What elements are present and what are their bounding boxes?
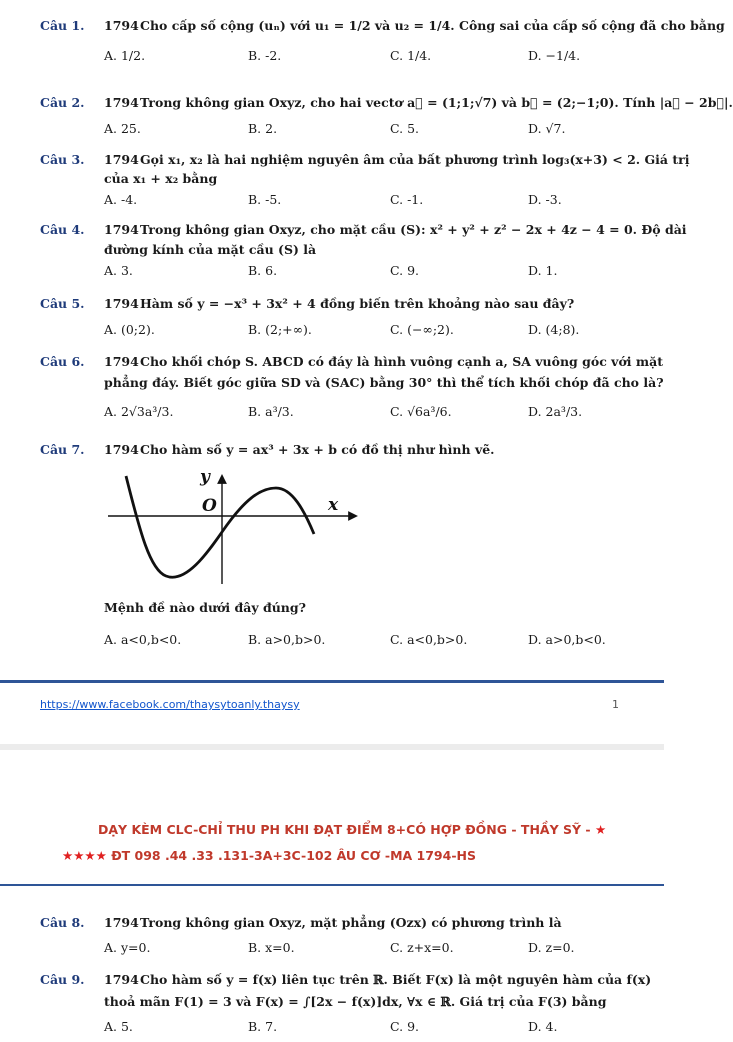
- question-2-option-b: B. 2.: [248, 121, 278, 136]
- question-8-option-a: A. y=0.: [104, 940, 151, 955]
- question-4-option-c: C. 9.: [390, 263, 419, 278]
- question-6-option-a: A. 2√3a³/3.: [104, 404, 174, 419]
- question-9-option-c: C. 9.: [390, 1019, 419, 1034]
- question-5-option-c: C. (−∞;2).: [390, 322, 454, 337]
- question-8-option-d: D. z=0.: [528, 940, 575, 955]
- question-1-option-c: C. 1/4.: [390, 48, 432, 63]
- graph-x-label: x: [328, 495, 339, 515]
- question-2-label: Câu 2.: [40, 95, 85, 110]
- question-3-option-b: B. -5.: [248, 192, 282, 207]
- question-9-option-a: A. 5.: [104, 1019, 133, 1034]
- question-3-text-line-1: Gọi x₁, x₂ là hai nghiệm nguyên âm của bất phương trình log₃(x+3) < 2. Giá trị: [140, 152, 690, 167]
- question-7-option-d: D. a>0,b<0.: [528, 632, 606, 647]
- question-8-code: 1794: [104, 915, 139, 930]
- question-4-option-b: B. 6.: [248, 263, 278, 278]
- question-5-option-a: A. (0;2).: [104, 322, 155, 337]
- graph-curve: [126, 476, 314, 577]
- question-4-option-a: A. 3.: [104, 263, 133, 278]
- question-4-code: 1794: [104, 222, 139, 237]
- question-6-label: Câu 6.: [40, 354, 85, 369]
- question-6-option-b: B. a³/3.: [248, 404, 294, 419]
- question-3-text-line-2: của x₁ + x₂ bằng: [104, 171, 218, 186]
- question-1-option-d: D. −1/4.: [528, 48, 581, 63]
- graph-y-label: y: [200, 467, 210, 487]
- graph-origin-label: O: [202, 496, 217, 516]
- footer-rule: [0, 680, 664, 683]
- question-8-option-b: B. x=0.: [248, 940, 295, 955]
- question-5-option-d: D. (4;8).: [528, 322, 580, 337]
- question-2-option-c: C. 5.: [390, 121, 419, 136]
- question-1-option-b: B. -2.: [248, 48, 282, 63]
- question-3-label: Câu 3.: [40, 152, 85, 167]
- question-6-option-c: C. √6a³/6.: [390, 404, 452, 419]
- tutoring-banner-line-2: [62, 848, 476, 863]
- header-rule: [0, 884, 664, 886]
- question-2-option-d: D. √7.: [528, 121, 566, 136]
- question-4-text-line-2: đường kính của mặt cầu (S) là: [104, 242, 317, 257]
- page-separator: [0, 744, 664, 750]
- question-2-text: Trong không gian Oxyz, cho hai vectơ a⃗ = (1;1;√7) và b⃗ = (2;−1;0). Tính |a⃗ − 2b⃗|.: [140, 95, 733, 110]
- question-8-text: Trong không gian Oxyz, mặt phẳng (Ozx) có phương trình là: [140, 915, 562, 930]
- question-9-text-line-1: Cho hàm số y = f(x) liên tục trên ℝ. Biết F(x) là một nguyên hàm của f(x): [140, 972, 652, 987]
- question-9-code: 1794: [104, 972, 139, 987]
- question-3-option-a: A. -4.: [104, 192, 138, 207]
- tutoring-banner-line-1: [98, 822, 606, 837]
- question-6-option-d: D. 2a³/3.: [528, 404, 583, 419]
- question-7-option-a: A. a<0,b<0.: [104, 632, 182, 647]
- question-5-label: Câu 5.: [40, 296, 85, 311]
- question-8-label: Câu 8.: [40, 915, 85, 930]
- question-8-option-c: C. z+x=0.: [390, 940, 454, 955]
- question-9-text-line-2: thoả mãn F(1) = 3 và F(x) = ∫[2x − f(x)]dx, ∀x ∈ ℝ. Giá trị của F(3) bằng: [104, 994, 607, 1009]
- banner-text-1: DẠY KÈM CLC-CHỈ THU PH KHI ĐẠT ĐIỂM 8+CÓ HỢP ĐỒNG - THẦY SỸ -: [98, 822, 591, 837]
- question-3-option-d: D. -3.: [528, 192, 562, 207]
- question-1-text: Cho cấp số cộng (uₙ) với u₁ = 1/2 và u₂ = 1/4. Công sai của cấp số cộng đã cho bằng: [140, 18, 725, 33]
- question-1-option-a: A. 1/2.: [104, 48, 146, 63]
- question-6-code: 1794: [104, 354, 139, 369]
- question-7-label: Câu 7.: [40, 442, 85, 457]
- question-7-graph: [104, 462, 364, 586]
- question-7-option-b: B. a>0,b>0.: [248, 632, 326, 647]
- question-2-option-a: A. 25.: [104, 121, 141, 136]
- question-7-prompt: Mệnh đề nào dưới đây đúng?: [104, 600, 306, 615]
- question-7-text: Cho hàm số y = ax³ + 3x + b có đồ thị như hình vẽ.: [140, 442, 495, 457]
- question-3-option-c: C. -1.: [390, 192, 424, 207]
- question-2-code: 1794: [104, 95, 139, 110]
- banner-text-2: ĐT 098 .44 .33 .131-3A+3C-102 ÂU CƠ -MA 1794-HS: [111, 848, 476, 863]
- question-1-code: 1794: [104, 18, 139, 33]
- page-number: 1: [612, 698, 619, 711]
- question-6-text-line-2: phẳng đáy. Biết góc giữa SD và (SAC) bằng 30° thì thể tích khối chóp đã cho là?: [104, 375, 664, 390]
- banner-stars-icon: ★★★★: [62, 848, 107, 863]
- question-4-text-line-1: Trong không gian Oxyz, cho mặt cầu (S): x² + y² + z² − 2x + 4z − 4 = 0. Độ dài: [140, 222, 687, 237]
- question-5-text: Hàm số y = −x³ + 3x² + 4 đồng biến trên khoảng nào sau đây?: [140, 296, 575, 311]
- question-7-code: 1794: [104, 442, 139, 457]
- question-3-code: 1794: [104, 152, 139, 167]
- question-7-option-c: C. a<0,b>0.: [390, 632, 468, 647]
- question-5-option-b: B. (2;+∞).: [248, 322, 312, 337]
- question-9-label: Câu 9.: [40, 972, 85, 987]
- question-5-code: 1794: [104, 296, 139, 311]
- banner-star-icon: ★: [594, 822, 607, 837]
- question-4-label: Câu 4.: [40, 222, 85, 237]
- footer-facebook-link[interactable]: https://www.facebook.com/thaysytoanly.thaysy: [40, 698, 300, 711]
- question-4-option-d: D. 1.: [528, 263, 558, 278]
- question-9-option-d: D. 4.: [528, 1019, 558, 1034]
- question-1-label: Câu 1.: [40, 18, 85, 33]
- question-9-option-b: B. 7.: [248, 1019, 278, 1034]
- question-6-text-line-1: Cho khối chóp S. ABCD có đáy là hình vuông cạnh a, SA vuông góc với mặt: [140, 354, 663, 369]
